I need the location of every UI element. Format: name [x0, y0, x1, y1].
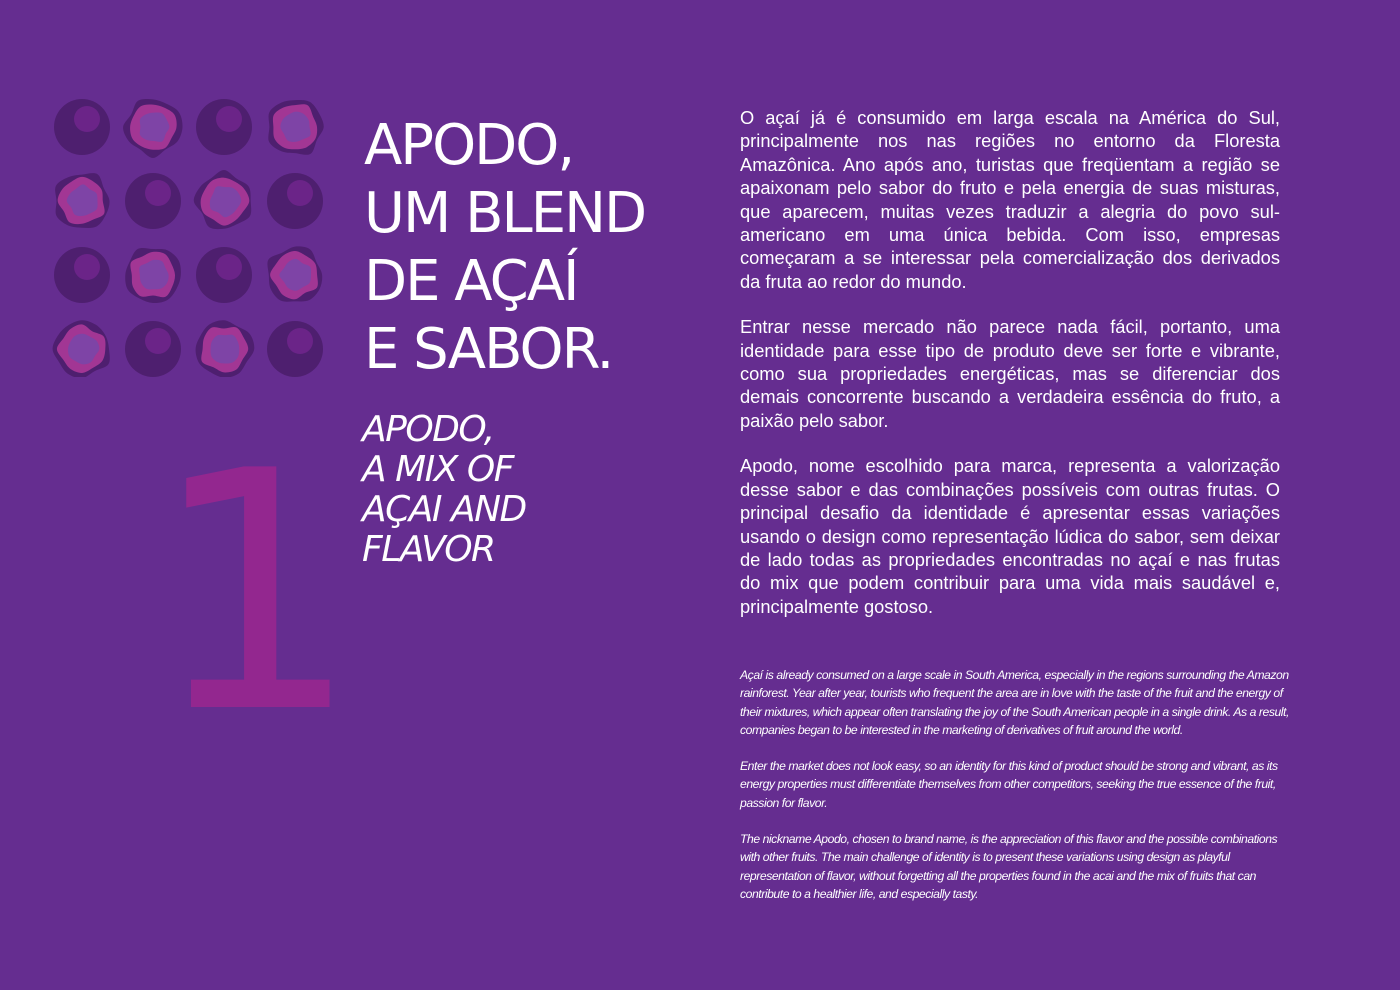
body-paragraph: Apodo, nome escolhido para marca, representa a valorização desse sabor e das combinações possíveis com outras frutas. O principal desafio da identidade é apresentar essas variações usando o design como representação lúdica do sabor, sem deixar de lado todas as propriedades encontradas no açaí e nas frutas do mix que podem contribuir para uma vida mais saudável e, principalmente gostoso. — [740, 455, 1280, 617]
subheadline-line: A MIX OF — [362, 449, 513, 490]
berry-dark-icon — [54, 247, 110, 303]
body-paragraph-english: The nickname Apodo, chosen to brand name, is the appreciation of this flavor and the possible combinations with other fruits. The main challenge of identity is to present these variations using design as playful representation of flavor, without forgetting all the properties found in the acai and the mix of fruits that can contribute to a healthier life, and especially tasty. — [740, 832, 1278, 901]
subheadline-line: AÇAI AND — [362, 489, 526, 530]
subheadline-line: FLAVOR — [362, 529, 495, 570]
berry-ring-icon — [55, 173, 109, 228]
berry-ring-icon — [194, 170, 251, 229]
headline-line: E SABOR. — [364, 317, 613, 382]
berry-ring-icon — [53, 320, 110, 377]
berry-ring-icon — [196, 320, 255, 377]
body-paragraph: Entrar nesse mercado não parece nada fácil, portanto, uma identidade para esse tipo de produto deve ser forte e vibrante, como sua propriedades energéticas, mas se diferenciar dos demais concorrente buscando a verdadeira essência do fruto, a paixão pelo sabor. — [740, 316, 1280, 431]
body-paragraph: O açaí já é consumido em larga escala na América do Sul, principalmente nos nas regiões no entorno da Floresta Amazônica. Ano após ano, turistas que freqüentam a região se apaixonam pelo sabor do fruto e pela energia de suas misturas, que aparecem, muitas vezes traduzir a alegria do povo sul-americano em uma única bebida. Com isso, empresas começaram a se interessar pela comercialização dos derivados da fruta ao redor do mundo. — [740, 107, 1280, 292]
acai-berry-pattern-icon — [52, 97, 324, 377]
berry-ring-icon — [123, 99, 182, 158]
berry-dark-icon — [267, 321, 323, 377]
subheadline-line: APODO, — [362, 409, 494, 450]
berry-dark-icon — [196, 99, 252, 155]
body-text-portuguese — [740, 106, 1280, 640]
body-text-english — [740, 666, 1298, 921]
headline-line: DE AÇAÍ — [364, 249, 578, 314]
headline-line: APODO, — [364, 113, 574, 178]
berry-pattern-svg — [52, 97, 324, 377]
berry-dark-icon — [125, 321, 181, 377]
berry-ring-icon — [125, 248, 181, 303]
chapter-number: 1 — [150, 401, 350, 785]
headline — [364, 112, 704, 384]
berry-ring-icon — [268, 100, 323, 155]
subheadline — [362, 410, 692, 570]
berry-dark-icon — [54, 99, 110, 155]
headline-line: UM BLEND — [364, 181, 646, 246]
berry-ring-icon — [267, 246, 322, 301]
berry-dark-icon — [267, 173, 323, 229]
berry-dark-icon — [196, 247, 252, 303]
berry-dark-icon — [125, 173, 181, 229]
body-paragraph-english: Enter the market does not look easy, so an identity for this kind of product should be strong and vibrant, as its energy properties must differentiate themselves from other competitors, seeking the true essence of the fruit, passion for flavor. — [740, 759, 1278, 810]
body-paragraph-english: Açaí is already consumed on a large scale in South America, especially in the regions surrounding the Amazon rainforest. Year after year, tourists who frequent the area are in love with the taste of the fruit and the energy of their mixtures, which appear often translating the joy of the South American people in a single drink. As a result, companies began to be interested in the marketing of derivatives of fruit around the world. — [740, 668, 1289, 737]
